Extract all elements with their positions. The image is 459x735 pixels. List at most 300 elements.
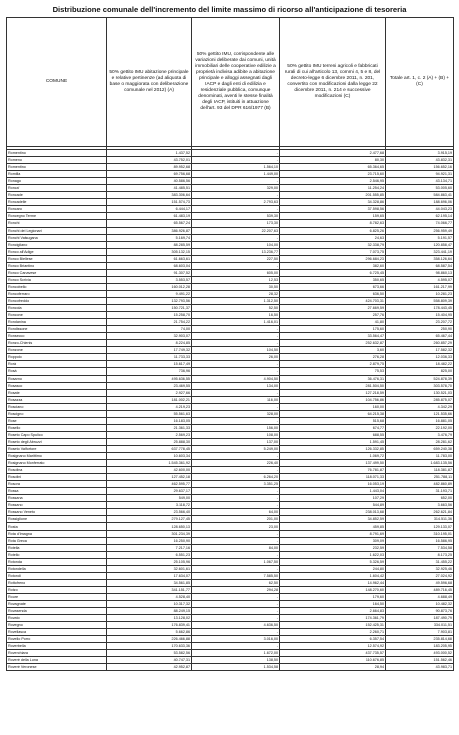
table-row bbox=[7, 305, 454, 312]
table-row bbox=[7, 530, 454, 537]
imu-variazioni-cell: 3.351,25 bbox=[192, 481, 280, 488]
imu-variazioni-cell: 329,00 bbox=[192, 185, 280, 192]
imu-terreni-cell: 24,63 bbox=[280, 234, 386, 241]
totale-cell: 3.915,19 bbox=[386, 150, 454, 157]
imu-terreni-cell: 5.326,59 bbox=[280, 558, 386, 565]
imu-abitazione-cell: 17.634,07 bbox=[107, 572, 192, 579]
imu-variazioni-cell: 62,50 bbox=[192, 579, 280, 586]
imu-variazioni-cell: 134,00 bbox=[192, 382, 280, 389]
table-row bbox=[7, 361, 454, 368]
table-row bbox=[7, 269, 454, 276]
table-row bbox=[7, 199, 454, 206]
totale-cell: 358.126,64 bbox=[386, 255, 454, 262]
imu-abitazione-cell: 2.927,66 bbox=[107, 389, 192, 396]
imu-abitazione-cell: 40.586,56 bbox=[107, 178, 192, 185]
imu-variazioni-cell: 1.312,50 bbox=[192, 297, 280, 304]
imu-terreni-cell: 2.477,68 bbox=[280, 150, 386, 157]
imu-terreni-cell: 34.852,59 bbox=[280, 516, 386, 523]
imu-abitazione-cell: 69.756,68 bbox=[107, 171, 192, 178]
imu-variazioni-cell: 156,00 bbox=[192, 424, 280, 431]
totale-cell: 129.133,07 bbox=[386, 523, 454, 530]
comune-cell: Roseto degli Abruzzi bbox=[7, 438, 107, 445]
imu-variazioni-cell: 13.236,77 bbox=[192, 248, 280, 255]
imu-variazioni-cell: 328,00 bbox=[192, 410, 280, 417]
imu-variazioni-cell: - bbox=[192, 608, 280, 615]
comune-cell: Rondanina bbox=[7, 319, 107, 326]
totale-cell: 7.903,81 bbox=[386, 629, 454, 636]
imu-abitazione-cell: 3.553,57 bbox=[107, 276, 192, 283]
totale-cell: 524.878,39 bbox=[386, 375, 454, 382]
imu-terreni-cell: 1.069,72 bbox=[280, 453, 386, 460]
comune-cell: Rotonda bbox=[7, 558, 107, 565]
imu-variazioni-cell: 137,00 bbox=[192, 438, 280, 445]
comune-cell: Rosazza bbox=[7, 396, 107, 403]
imu-abitazione-cell: 23.566,40 bbox=[107, 509, 192, 516]
totale-cell: 187.490,79 bbox=[386, 615, 454, 622]
imu-abitazione-cell: 132.793,56 bbox=[107, 297, 192, 304]
totale-cell: 652,00 bbox=[386, 495, 454, 502]
comune-cell: Rossiglione bbox=[7, 516, 107, 523]
imu-terreni-cell: 23.715,60 bbox=[280, 171, 386, 178]
table-row bbox=[7, 551, 454, 558]
imu-terreni-cell: 127.218,59 bbox=[280, 389, 386, 396]
imu-variazioni-cell: - bbox=[192, 192, 280, 199]
comune-cell: Roncegno Terme bbox=[7, 213, 107, 220]
imu-abitazione-cell: 462.595,77 bbox=[107, 481, 192, 488]
imu-terreni-cell: 309,09 bbox=[280, 537, 386, 544]
imu-terreni-cell: 6.357,54 bbox=[280, 636, 386, 643]
imu-abitazione-cell: 383.306,64 bbox=[107, 192, 192, 199]
totale-cell: 1.683.135,56 bbox=[386, 460, 454, 467]
imu-terreni-cell: 674,77 bbox=[280, 424, 386, 431]
totale-cell: 151.562,46 bbox=[386, 657, 454, 664]
imu-abitazione-cell: 181.002,21 bbox=[107, 396, 192, 403]
imu-abitazione-cell: 34.561,85 bbox=[107, 579, 192, 586]
table-row bbox=[7, 192, 454, 199]
totale-cell: 23.207,72 bbox=[386, 319, 454, 326]
imu-abitazione-cell: 549,00 bbox=[107, 495, 192, 502]
imu-terreni-cell: 76.781,87 bbox=[280, 467, 386, 474]
imu-terreni-cell: 636,50 bbox=[280, 290, 386, 297]
imu-terreni-cell: 1.604,42 bbox=[280, 572, 386, 579]
imu-variazioni-cell: 4.904,50 bbox=[192, 375, 280, 382]
imu-variazioni-cell: 1.672,00 bbox=[192, 650, 280, 657]
comune-cell: Rosolini bbox=[7, 474, 107, 481]
totale-cell: 43.134,71 bbox=[386, 178, 454, 185]
totale-cell: 493.000,52 bbox=[386, 650, 454, 657]
comune-cell: Rovasenda bbox=[7, 608, 107, 615]
imu-variazioni-cell: - bbox=[192, 157, 280, 164]
imu-abitazione-cell: 170.633,36 bbox=[107, 643, 192, 650]
imu-terreni-cell: 1.622,03 bbox=[280, 551, 386, 558]
comune-cell: Rovello Porro bbox=[7, 636, 107, 643]
imu-variazioni-cell: 16,50 bbox=[192, 312, 280, 319]
imu-variazioni-cell: 116,00 bbox=[192, 396, 280, 403]
totale-cell: 15.404,95 bbox=[386, 312, 454, 319]
comune-cell: Rose bbox=[7, 417, 107, 424]
imu-abitazione-cell: 151.574,73 bbox=[107, 199, 192, 206]
imu-terreni-cell: 382,60 bbox=[280, 262, 386, 269]
totale-cell: 62.195,14 bbox=[386, 213, 454, 220]
table-row bbox=[7, 234, 454, 241]
totale-cell: 3.663,56 bbox=[386, 502, 454, 509]
imu-variazioni-cell: 26,00 bbox=[192, 354, 280, 361]
table-row bbox=[7, 481, 454, 488]
imu-variazioni-cell: 84,00 bbox=[192, 544, 280, 551]
imu-abitazione-cell: 150.721,37 bbox=[107, 305, 192, 312]
table-row bbox=[7, 516, 454, 523]
comune-cell: Ronsecco bbox=[7, 333, 107, 340]
imu-terreni-cell: 110.676,85 bbox=[280, 657, 386, 664]
imu-terreni-cell: 459,85 bbox=[280, 523, 386, 530]
totale-cell: 256.959,49 bbox=[386, 227, 454, 234]
comune-cell: Roppolo bbox=[7, 354, 107, 361]
table-row bbox=[7, 586, 454, 593]
table-row bbox=[7, 417, 454, 424]
imu-abitazione-cell: 176.839,41 bbox=[107, 622, 192, 629]
table-row bbox=[7, 565, 454, 572]
imu-terreni-cell: 252.632,87 bbox=[280, 340, 386, 347]
imu-terreni-cell: 296.684,23 bbox=[280, 255, 386, 262]
table-row bbox=[7, 593, 454, 600]
imu-terreni-cell: 276,28 bbox=[280, 354, 386, 361]
imu-abitazione-cell: 11.733,33 bbox=[107, 354, 192, 361]
imu-abitazione-cell: 226.466,88 bbox=[107, 636, 192, 643]
totale-cell: 7.534,58 bbox=[386, 544, 454, 551]
table-row bbox=[7, 664, 454, 671]
imu-terreni-cell: 16.053,19 bbox=[280, 481, 386, 488]
totale-cell: 28.281,62 bbox=[386, 438, 454, 445]
comune-cell: Rossano Veneto bbox=[7, 509, 107, 516]
imu-variazioni-cell: - bbox=[192, 453, 280, 460]
totale-cell: 10.482,32 bbox=[386, 601, 454, 608]
imu-abitazione-cell: 736,96 bbox=[107, 368, 192, 375]
totale-cell: 17.582,32 bbox=[386, 347, 454, 354]
imu-terreni-cell: 32.338,79 bbox=[280, 241, 386, 248]
comune-cell: Rota d'Imagna bbox=[7, 530, 107, 537]
totale-cell: 310.195,01 bbox=[386, 530, 454, 537]
imu-variazioni-cell: 28,32 bbox=[192, 290, 280, 297]
imu-abitazione-cell: 21.754,22 bbox=[107, 319, 192, 326]
imu-abitazione-cell: 386.926,87 bbox=[107, 227, 192, 234]
totale-cell: 188.696,06 bbox=[386, 199, 454, 206]
table-row bbox=[7, 537, 454, 544]
imu-abitazione-cell: 15.258,70 bbox=[107, 312, 192, 319]
imu-abitazione-cell: 5.662,86 bbox=[107, 629, 192, 636]
comune-cell: Roseto Capo Spulico bbox=[7, 431, 107, 438]
imu-abitazione-cell: 25.888,30 bbox=[107, 438, 192, 445]
totale-cell: 44.043,23 bbox=[386, 206, 454, 213]
imu-variazioni-cell: 227,50 bbox=[192, 255, 280, 262]
imu-terreni-cell: 201.555,85 bbox=[280, 192, 386, 199]
imu-variazioni-cell: - bbox=[192, 601, 280, 608]
totale-cell: 12.036,33 bbox=[386, 354, 454, 361]
imu-terreni-cell: 11.254,24 bbox=[280, 185, 386, 192]
totale-cell: 3.476,79 bbox=[386, 431, 454, 438]
imu-terreni-cell: 41,80 bbox=[280, 319, 386, 326]
totale-cell: 8.173,25 bbox=[386, 551, 454, 558]
imu-variazioni-cell: - bbox=[192, 551, 280, 558]
totale-cell: 659.240,38 bbox=[386, 445, 454, 452]
comune-cell: Rondissone bbox=[7, 326, 107, 333]
totale-cell: 250,90 bbox=[386, 326, 454, 333]
totale-cell: 27.024,92 bbox=[386, 572, 454, 579]
imu-abitazione-cell: 17.749,32 bbox=[107, 347, 192, 354]
totale-cell: 178.443,45 bbox=[386, 305, 454, 312]
comune-cell: Roncoferraro bbox=[7, 290, 107, 297]
imu-variazioni-cell: 52,50 bbox=[192, 305, 280, 312]
imu-abitazione-cell: 5.169,74 bbox=[107, 234, 192, 241]
column-header-imu-abitazione: 50% gettito IMU abitazione principale e relative pertinenze (ad aliquota di base o maggiorata con deliberazione comunale nel 2012) (A) bbox=[107, 18, 192, 147]
imu-terreni-cell: 175,60 bbox=[280, 326, 386, 333]
imu-terreni-cell: 64.215,38 bbox=[280, 410, 386, 417]
table-row bbox=[7, 333, 454, 340]
imu-terreni-cell: 12.574,92 bbox=[280, 643, 386, 650]
imu-terreni-cell: 244,80 bbox=[280, 565, 386, 572]
totale-cell: 262.621,84 bbox=[386, 509, 454, 516]
table-row bbox=[7, 227, 454, 234]
imu-abitazione-cell: 25.105,96 bbox=[107, 558, 192, 565]
comune-cell: Ronco Scrivia bbox=[7, 276, 107, 283]
table-row bbox=[7, 629, 454, 636]
imu-variazioni-cell: - bbox=[192, 403, 280, 410]
totale-cell: 53.005,60 bbox=[386, 185, 454, 192]
comune-cell: Rotello bbox=[7, 551, 107, 558]
imu-variazioni-cell: - bbox=[192, 495, 280, 502]
imu-abitazione-cell: 88.285,59 bbox=[107, 241, 192, 248]
imu-abitazione-cell: 16.250,90 bbox=[107, 537, 192, 544]
imu-abitazione-cell: 55.561,63 bbox=[107, 410, 192, 417]
totale-cell: 4.342,29 bbox=[386, 403, 454, 410]
imu-abitazione-cell: 279.127,45 bbox=[107, 516, 192, 523]
imu-abitazione-cell: 495.636,55 bbox=[107, 375, 192, 382]
column-header-imu-variazioni: 50% gettito IMU, corrispondente alle variazioni deliberate dai comuni, unità immobiliari delle cooperative edilizie a proprietà indivisa adibite a abitazione principale e alloggi assegnati dagli IACP e dagli enti di edilizia e residenziale pubblica, comunque denominati, aventi le stesse finalità degli IACP, istituiti in attuazione dell'art. 93 del DPR 616/1977 (B) bbox=[192, 18, 280, 147]
imu-abitazione-cell: 301.234,39 bbox=[107, 530, 192, 537]
imu-abitazione-cell: 6.444,17 bbox=[107, 206, 192, 213]
imu-terreni-cell: 174.361,79 bbox=[280, 615, 386, 622]
comune-cell: Rotondi bbox=[7, 572, 107, 579]
imu-variazioni-cell: 7.585,50 bbox=[192, 572, 280, 579]
totale-cell: 120.858,47 bbox=[386, 241, 454, 248]
imu-abitazione-cell: 4.528,40 bbox=[107, 593, 192, 600]
imu-terreni-cell: 104.756,86 bbox=[280, 396, 386, 403]
imu-terreni-cell: 159,65 bbox=[280, 213, 386, 220]
imu-variazioni-cell: - bbox=[192, 178, 280, 185]
imu-terreni-cell: 34.328,86 bbox=[280, 199, 386, 206]
imu-terreni-cell: 6.725,45 bbox=[280, 269, 386, 276]
comune-cell: Roverè della Luna bbox=[7, 657, 107, 664]
imu-variazioni-cell: - bbox=[192, 565, 280, 572]
comune-cell: Ronco Briantino bbox=[7, 262, 107, 269]
table-body bbox=[7, 147, 454, 671]
table-row bbox=[7, 657, 454, 664]
imu-abitazione-cell: 91.307,52 bbox=[107, 269, 192, 276]
table-row bbox=[7, 396, 454, 403]
municipality-table bbox=[6, 17, 454, 671]
totale-cell: 68.587,54 bbox=[386, 262, 454, 269]
table-row bbox=[7, 368, 454, 375]
comune-cell: Romentino bbox=[7, 150, 107, 157]
imu-abitazione-cell: 13.128,02 bbox=[107, 615, 192, 622]
table-row bbox=[7, 403, 454, 410]
imu-terreni-cell: 126.332,85 bbox=[280, 445, 386, 452]
comune-cell: Rovellasca bbox=[7, 629, 107, 636]
imu-terreni-cell: 2.260,71 bbox=[280, 629, 386, 636]
imu-abitazione-cell: 160.012,28 bbox=[107, 283, 192, 290]
totale-cell: 482.860,89 bbox=[386, 481, 454, 488]
table-row bbox=[7, 509, 454, 516]
table-row bbox=[7, 495, 454, 502]
imu-terreni-cell: 179,60 bbox=[280, 593, 386, 600]
imu-variazioni-cell: 173,30 bbox=[192, 220, 280, 227]
table-row bbox=[7, 431, 454, 438]
comune-cell: Roverè Veronese bbox=[7, 664, 107, 671]
comune-cell: Rosciano bbox=[7, 403, 107, 410]
imu-abitazione-cell: 305.132,15 bbox=[107, 248, 192, 255]
table-row bbox=[7, 438, 454, 445]
comune-cell: Rosasco bbox=[7, 382, 107, 389]
imu-variazioni-cell: - bbox=[192, 593, 280, 600]
imu-terreni-cell: 28,94 bbox=[280, 664, 386, 671]
totale-cell: 161.217,99 bbox=[386, 283, 454, 290]
imu-variazioni-cell: - bbox=[192, 389, 280, 396]
imu-abitazione-cell: 10.603,34 bbox=[107, 453, 192, 460]
totale-cell: 121.535,66 bbox=[386, 410, 454, 417]
imu-variazioni-cell: 5.249,00 bbox=[192, 445, 280, 452]
imu-terreni-cell: 80,30 bbox=[280, 157, 386, 164]
comune-cell: Romeno bbox=[7, 157, 107, 164]
imu-terreni-cell: 148.270,60 bbox=[280, 586, 386, 593]
totale-cell: 32.925,46 bbox=[386, 565, 454, 572]
imu-abitazione-cell: 88.249,15 bbox=[107, 608, 192, 615]
totale-cell: 49.596,68 bbox=[386, 579, 454, 586]
totale-cell: 825,00 bbox=[386, 368, 454, 375]
table-row bbox=[7, 171, 454, 178]
imu-abitazione-cell: 42.952,87 bbox=[107, 664, 192, 671]
imu-variazioni-cell: 108,00 bbox=[192, 431, 280, 438]
imu-terreni-cell: 2.879,75 bbox=[280, 361, 386, 368]
comune-cell: Rottofreno bbox=[7, 579, 107, 586]
totale-cell: 183.205,95 bbox=[386, 643, 454, 650]
table-row bbox=[7, 185, 454, 192]
table-row bbox=[7, 467, 454, 474]
comune-cell: Ronzone bbox=[7, 347, 107, 354]
imu-abitazione-cell: 32.601,61 bbox=[107, 565, 192, 572]
comune-cell: Rota Greca bbox=[7, 537, 107, 544]
table-row bbox=[7, 290, 454, 297]
table-row bbox=[7, 424, 454, 431]
imu-abitazione-cell: 15.617,49 bbox=[107, 361, 192, 368]
table-row bbox=[7, 319, 454, 326]
imu-variazioni-cell: - bbox=[192, 467, 280, 474]
comune-cell: Roncade bbox=[7, 192, 107, 199]
table-row bbox=[7, 453, 454, 460]
imu-abitazione-cell: 128.650,13 bbox=[107, 523, 192, 530]
comune-cell: Rosignano Marittimo bbox=[7, 453, 107, 460]
comune-cell: Ronca' bbox=[7, 185, 107, 192]
table-row bbox=[7, 502, 454, 509]
totale-cell: 4.595,07 bbox=[386, 276, 454, 283]
imu-abitazione-cell: 42.600,00 bbox=[107, 467, 192, 474]
table-row bbox=[7, 220, 454, 227]
imu-variazioni-cell: 138,50 bbox=[192, 657, 280, 664]
imu-abitazione-cell: 1.437,52 bbox=[107, 150, 192, 157]
imu-variazioni-cell: - bbox=[192, 326, 280, 333]
imu-variazioni-cell: 1.534,58 bbox=[192, 664, 280, 671]
comune-cell: Rotondella bbox=[7, 565, 107, 572]
table-row bbox=[7, 650, 454, 657]
imu-terreni-cell: 544,89 bbox=[280, 502, 386, 509]
column-header-comune: COMUNE bbox=[7, 18, 107, 147]
comune-cell: Rosello bbox=[7, 424, 107, 431]
imu-variazioni-cell: - bbox=[192, 206, 280, 213]
imu-terreni-cell: 27.669,59 bbox=[280, 305, 386, 312]
imu-terreni-cell: 36.476,31 bbox=[280, 375, 386, 382]
imu-abitazione-cell: 21.361,33 bbox=[107, 424, 192, 431]
comune-cell: Roncola bbox=[7, 305, 107, 312]
comune-cell: Roscigno bbox=[7, 410, 107, 417]
imu-variazioni-cell: 104,00 bbox=[192, 241, 280, 248]
imu-variazioni-cell: - bbox=[192, 333, 280, 340]
imu-terreni-cell: 1.443,04 bbox=[280, 488, 386, 495]
totale-cell: 260.857,29 bbox=[386, 340, 454, 347]
imu-abitazione-cell: 40.747,31 bbox=[107, 657, 192, 664]
imu-terreni-cell: 8.782,63 bbox=[280, 220, 386, 227]
comune-cell: Roure bbox=[7, 593, 107, 600]
comune-cell: Rosignano Monferrato bbox=[7, 460, 107, 467]
imu-abitazione-cell: 341.151,77 bbox=[107, 586, 192, 593]
table-row bbox=[7, 326, 454, 333]
imu-variazioni-cell: 12,53 bbox=[192, 276, 280, 283]
imu-abitazione-cell: 53.582,56 bbox=[107, 650, 192, 657]
totale-cell: 4.688,49 bbox=[386, 593, 454, 600]
imu-variazioni-cell: 3.016,00 bbox=[192, 636, 280, 643]
imu-variazioni-cell: - bbox=[192, 615, 280, 622]
imu-terreni-cell: 8.791,69 bbox=[280, 530, 386, 537]
imu-abitazione-cell: 61.663,61 bbox=[107, 255, 192, 262]
imu-terreni-cell: 2.664,83 bbox=[280, 608, 386, 615]
totale-cell: 334.011,51 bbox=[386, 622, 454, 629]
totale-cell: 10.281,23 bbox=[386, 290, 454, 297]
totale-cell: 314.511,36 bbox=[386, 516, 454, 523]
comune-cell: Roncone bbox=[7, 312, 107, 319]
imu-terreni-cell: 137.499,50 bbox=[280, 460, 386, 467]
imu-terreni-cell: 7.073,75 bbox=[280, 248, 386, 255]
table-row bbox=[7, 178, 454, 185]
table-row bbox=[7, 544, 454, 551]
imu-variazioni-cell: 226,40 bbox=[192, 460, 280, 467]
imu-abitazione-cell: 32.903,07 bbox=[107, 333, 192, 340]
table-row bbox=[7, 608, 454, 615]
table-row bbox=[7, 558, 454, 565]
imu-variazioni-cell: 605,00 bbox=[192, 269, 280, 276]
totale-cell: 16.586,95 bbox=[386, 537, 454, 544]
comune-cell: Ronchi Valsugana bbox=[7, 234, 107, 241]
totale-cell: 584.863,41 bbox=[386, 192, 454, 199]
imu-abitazione-cell: 61.483,19 bbox=[107, 213, 192, 220]
imu-terreni-cell: 37.598,56 bbox=[280, 206, 386, 213]
column-header-totale: Totale art. 1, c. 2 (A) + (B) + (C) bbox=[386, 18, 454, 147]
imu-variazioni-cell: 1.564,10 bbox=[192, 164, 280, 171]
comune-cell: Roncaro bbox=[7, 206, 107, 213]
comune-cell: Roseto Valfortore bbox=[7, 445, 107, 452]
imu-terreni-cell: 232,59 bbox=[280, 544, 386, 551]
table-row bbox=[7, 615, 454, 622]
comune-cell: Ronchi bbox=[7, 220, 107, 227]
comune-cell: Rotella bbox=[7, 544, 107, 551]
imu-abitazione-cell: 16.183,05 bbox=[107, 417, 192, 424]
totale-cell: 285.875,07 bbox=[386, 396, 454, 403]
